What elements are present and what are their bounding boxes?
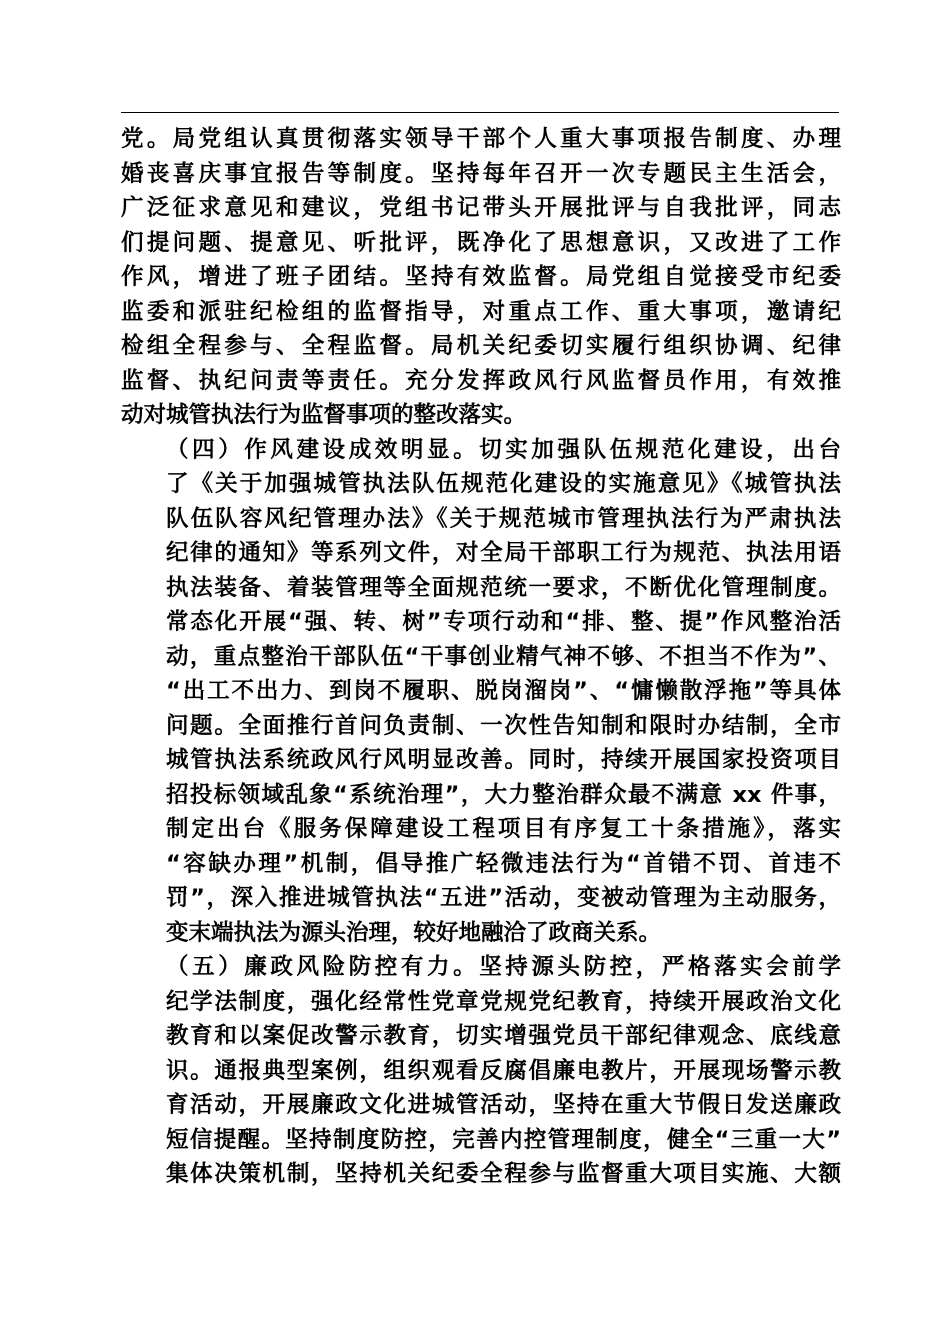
text-line: 监督、执纪问责等责任。充分发挥政风行风监督员作用，有效推 bbox=[121, 367, 841, 394]
text-line: “容缺办理”机制，倡导推广轻微违法行为“首错不罚、首违不 bbox=[166, 850, 841, 877]
text-line: 党。局党组认真贯彻落实领导干部个人重大事项报告制度、办理 bbox=[121, 126, 841, 152]
text-line: （四）作风建设成效明显。切实加强队伍规范化建设，出台 bbox=[166, 436, 841, 463]
text-line: 队伍队容风纪管理办法》《关于规范城市管理执法行为严肃执法 bbox=[166, 505, 841, 532]
text-line: 罚”，深入推进城管执法“五进”活动，变被动管理为主动服务， bbox=[166, 885, 841, 911]
document-body bbox=[121, 122, 841, 1192]
text-line: 问题。全面推行首问负责制、一次性告知制和限时办结制，全市 bbox=[166, 712, 841, 739]
paragraph-section-4 bbox=[121, 433, 841, 951]
text-line: 招投标领域乱象“系统治理”，大力整治群众最不满意 xx 件事， bbox=[166, 781, 841, 808]
text-line: 识。通报典型案例，组织观看反腐倡廉电教片，开展现场警示教 bbox=[166, 1057, 841, 1084]
text-line: 们提问题、提意见、听批评，既净化了思想意识，又改进了工作 bbox=[121, 229, 841, 256]
paragraph-section-5 bbox=[121, 950, 841, 1192]
text-line: 作风，增进了班子团结。坚持有效监督。局党组自觉接受市纪委 bbox=[121, 264, 841, 290]
text-line: 制定出台《服务保障建设工程项目有序复工十条措施》，落实 bbox=[166, 816, 841, 842]
paragraph bbox=[121, 122, 841, 433]
text-line: 常态化开展“强、转、树”专项行动和“排、整、提”作风整治活 bbox=[166, 609, 841, 635]
header-rule bbox=[121, 112, 839, 113]
text-line: 教育和以案促改警示教育，切实增强党员干部纪律观念、底线意 bbox=[166, 1023, 841, 1049]
text-line: 监委和派驻纪检组的监督指导，对重点工作、重大事项，邀请纪 bbox=[121, 298, 841, 325]
text-line: 变末端执法为源头治理，较好地融洽了政商关系。 bbox=[166, 919, 662, 946]
text-line: 了《关于加强城管执法队伍规范化建设的实施意见》《城管执法 bbox=[166, 471, 841, 497]
text-line: 动，重点整治干部队伍“干事创业精气神不够、不担当不作为”、 bbox=[166, 643, 841, 670]
text-line: （五）廉政风险防控有力。坚持源头防控，严格落实会前学 bbox=[166, 954, 841, 980]
text-line: 纪律的通知》等系列文件，对全局干部职工行为规范、执法用语 bbox=[166, 540, 841, 566]
text-line: 集体决策机制，坚持机关纪委全程参与监督重大项目实施、大额 bbox=[166, 1161, 841, 1187]
text-line: 婚丧喜庆事宜报告等制度。坚持每年召开一次专题民主生活会， bbox=[121, 160, 841, 187]
text-line: 纪学法制度，强化经常性党章党规党纪教育，持续开展政治文化 bbox=[166, 988, 841, 1015]
text-line: “出工不出力、到岗不履职、脱岗溜岗”、“慵懒散浮拖”等具体 bbox=[166, 678, 841, 704]
text-line: 动对城管执法行为监督事项的整改落实。 bbox=[121, 402, 527, 428]
text-line: 育活动，开展廉政文化进城管活动，坚持在重大节假日发送廉政 bbox=[166, 1092, 841, 1118]
text-line: 执法装备、着装管理等全面规范统一要求，不断优化管理制度。 bbox=[166, 574, 841, 601]
text-line: 城管执法系统政风行风明显改善。同时，持续开展国家投资项目 bbox=[166, 747, 841, 773]
text-line: 短信提醒。坚持制度防控，完善内控管理制度，健全“三重一大” bbox=[166, 1126, 841, 1153]
text-line: 广泛征求意见和建议，党组书记带头开展批评与自我批评，同志 bbox=[121, 195, 841, 221]
text-line: 检组全程参与、全程监督。局机关纪委切实履行组织协调、纪律 bbox=[121, 333, 841, 359]
